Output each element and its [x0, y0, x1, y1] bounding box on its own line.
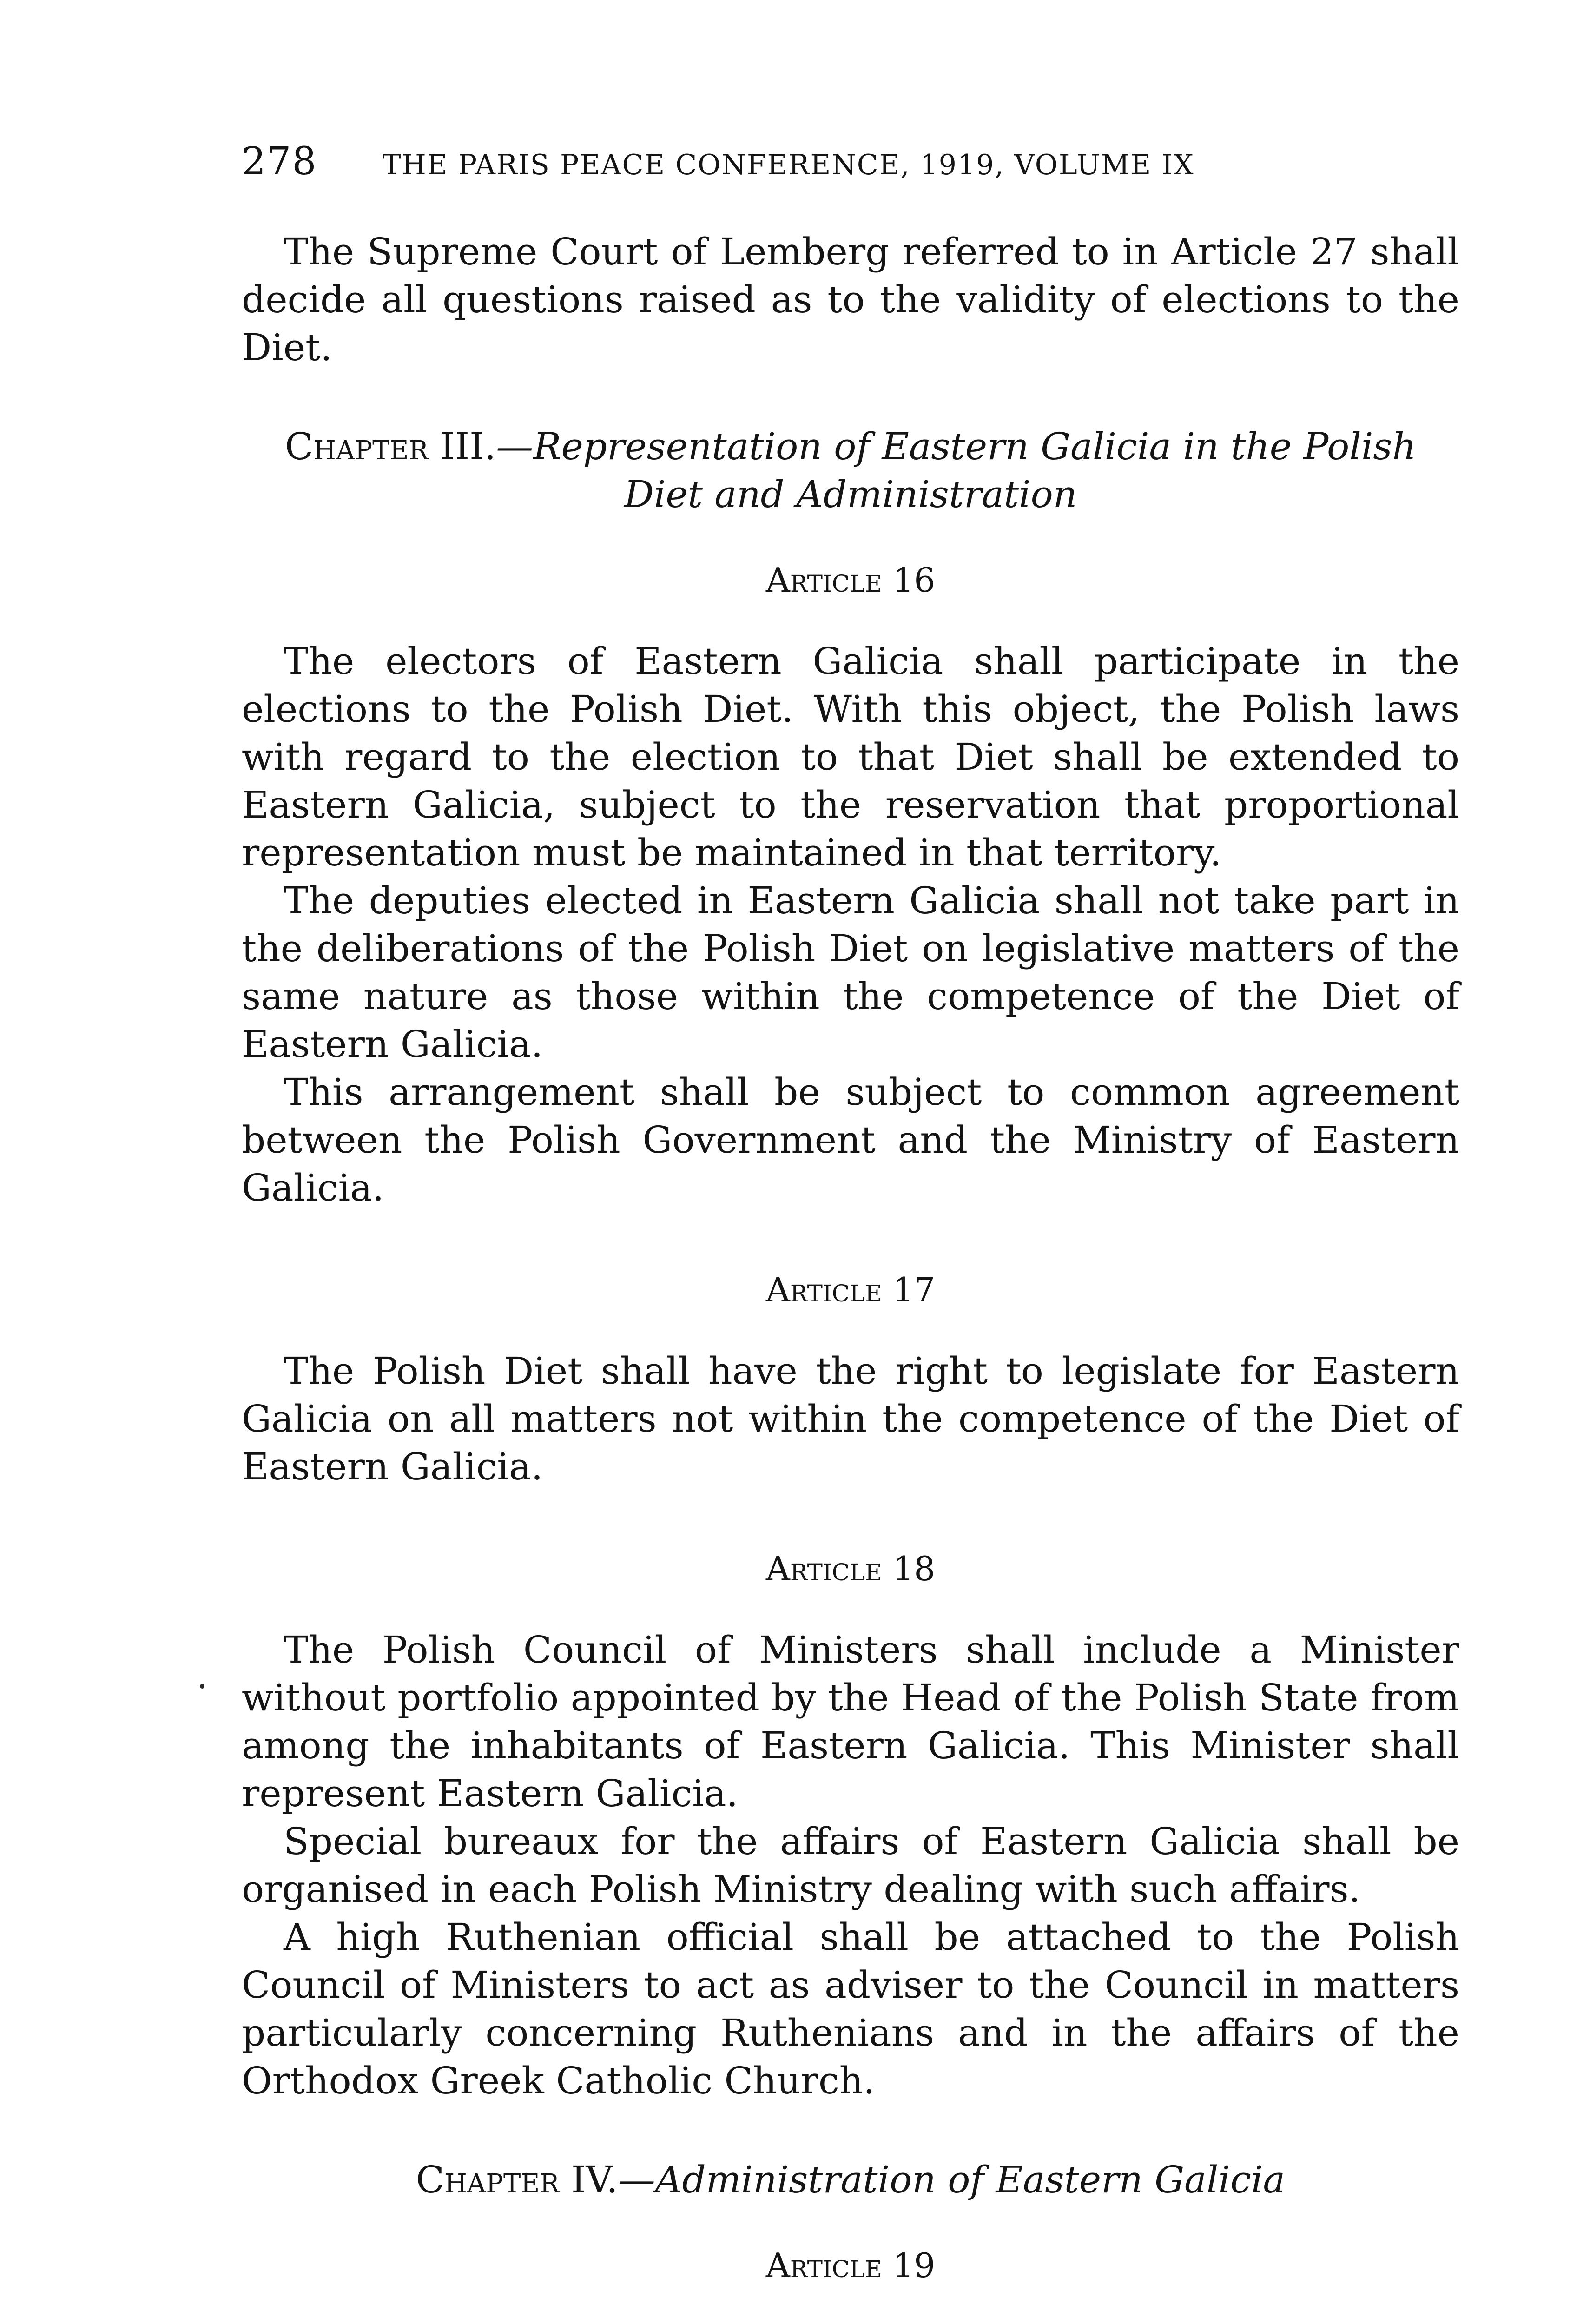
article-18-paragraph-3: A high Ruthenian official shall be attached to the Polish Council of Ministers to act as adviser to the Council in matters particularly concerning Ruthenians and in the affairs of the Orthodox Greek Catholic Church.	[242, 1915, 1459, 2102]
chapter-iii-heading	[242, 423, 1459, 518]
article-18-paragraph-1: The Polish Council of Ministers shall include a Minister without portfolio appointed by the Head of the Polish State from among the inhabitants of Eastern Galicia. This Minister shall represent Eastern Galicia.	[242, 1628, 1459, 1815]
chapter-iv-label: Chapter IV.	[416, 2158, 618, 2201]
article-18-paragraph-2: Special bureaux for the affairs of Eastern Galicia shall be organised in each Polish Ministry dealing with such affairs.	[242, 1820, 1459, 1911]
article-16-paragraph-3: This arrangement shall be subject to common agreement between the Polish Government and the Ministry of Eastern Galicia.	[242, 1070, 1459, 1209]
article-18-heading: Article 18	[765, 1549, 936, 1588]
chapter-iv-heading	[242, 2156, 1459, 2204]
page-number: 278	[242, 139, 317, 184]
article-16-paragraph-1: The electors of Eastern Galicia shall participate in the elections to the Polish Diet. With this object, the Polish laws with regard to the election to that Diet shall be extended to Eastern Galicia, subject to the reservation that proportional representation must be maintained in that territory.	[242, 640, 1459, 874]
running-title: THE PARIS PEACE CONFERENCE, 1919, VOLUME IX	[382, 149, 1194, 181]
article-16-heading: Article 16	[765, 561, 936, 600]
article-16-paragraph-2: The deputies elected in Eastern Galicia shall not take part in the deliberations of the Polish Diet on legislative matters of the same nature as those within the competence of the Diet of Eastern Galicia.	[242, 879, 1459, 1066]
intro-paragraph: The Supreme Court of Lemberg referred to in Article 27 shall decide all questions raised as to the validity of elections to the Diet.	[242, 230, 1459, 369]
document-page	[242, 139, 1459, 2324]
article-19-heading: Article 19	[765, 2246, 936, 2285]
chapter-iii-title: —Representation of Eastern Galicia in the Polish Diet and Administration	[496, 425, 1417, 516]
running-header	[242, 139, 1459, 184]
article-17-heading: Article 17	[765, 1270, 936, 1309]
chapter-iii-label: Chapter III.	[284, 425, 496, 468]
chapter-iv-title: —Administration of Eastern Galicia	[618, 2158, 1286, 2201]
article-17-paragraph-1: The Polish Diet shall have the right to legislate for Eastern Galicia on all matters not within the competence of the Diet of Eastern Galicia.	[242, 1349, 1459, 1488]
margin-dot-mark	[200, 1684, 204, 1689]
